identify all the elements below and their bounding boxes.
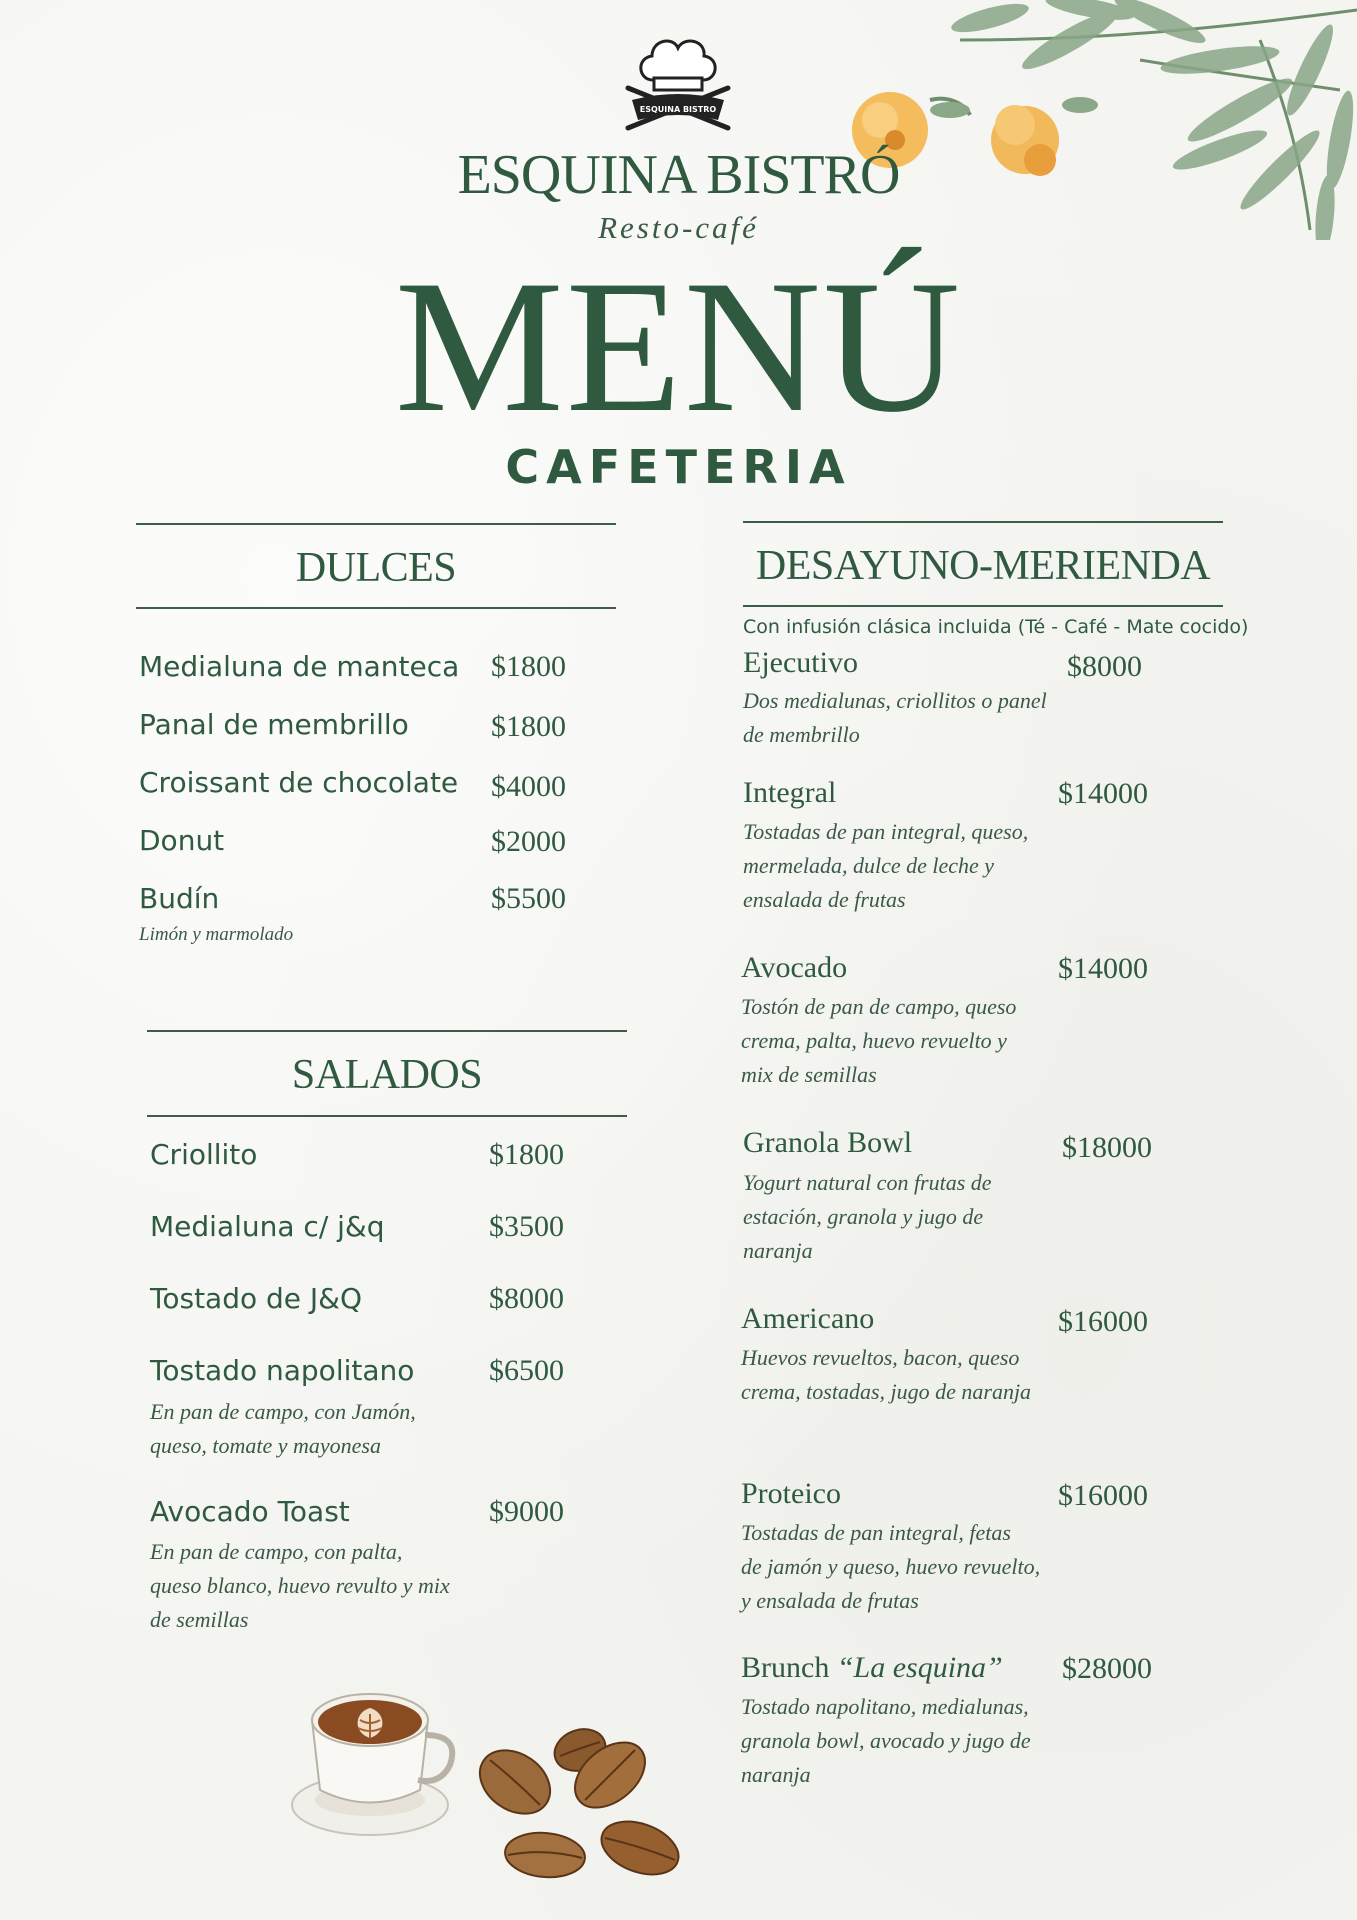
- desayuno-item-desc: [743, 1166, 1073, 1268]
- desc-line: de semillas: [150, 1607, 249, 1632]
- desayuno-note: Con infusión clásica incluida (Té - Café - Mate cocido): [743, 616, 1249, 638]
- desayuno-title: DESAYUNO-MERIENDA: [755, 543, 1211, 589]
- salados-item-name: Medialuna c/ j&q: [150, 1210, 385, 1243]
- desc-line: de jamón y queso, huevo revuelto,: [741, 1554, 1041, 1579]
- desayuno-item-price: $28000: [1062, 1652, 1152, 1685]
- dulces-item-name: Medialuna de manteca: [139, 650, 460, 683]
- desc-line: crema, tostadas, jugo de naranja: [741, 1379, 1032, 1404]
- desayuno-item-price: $16000: [1058, 1479, 1148, 1512]
- desayuno-item-desc: [741, 1690, 1081, 1792]
- salados-item-price: $6500: [489, 1354, 564, 1387]
- tagline: Resto-café: [598, 210, 759, 245]
- desc-line: Dos medialunas, criollitos o panel: [743, 688, 1047, 713]
- salados-item-desc: [150, 1395, 490, 1463]
- desc-line: Huevos revueltos, bacon, queso: [741, 1345, 1020, 1370]
- dulces-item-desc: Limón y marmolado: [139, 924, 294, 945]
- desc-line: mermelada, dulce de leche y: [743, 853, 995, 878]
- menu-subtitle: CAFETERIA: [505, 440, 852, 494]
- dulces-item-price: $4000: [491, 770, 566, 803]
- dulces-title: DULCES: [295, 545, 457, 591]
- desayuno-item-name: Americano: [741, 1302, 875, 1335]
- desc-line: ensalada de frutas: [743, 887, 906, 912]
- desayuno-item-price: $18000: [1062, 1131, 1152, 1164]
- desc-line: naranja: [741, 1762, 811, 1787]
- salados-item-name: Criollito: [150, 1138, 258, 1171]
- dulces-item-price: $5500: [491, 882, 566, 915]
- desayuno-top-rule: [743, 521, 1223, 523]
- desc-line: y ensalada de frutas: [741, 1588, 919, 1613]
- desayuno-bottom-rule: [743, 605, 1223, 607]
- brand-name: ESQUINA BISTRÓ: [457, 144, 900, 206]
- desc-line: mix de semillas: [741, 1062, 877, 1087]
- logo-text: ESQUINA BISTRO: [639, 105, 717, 114]
- coffee-beans-illustration: [470, 1720, 690, 1890]
- desayuno-item-desc: [741, 1516, 1081, 1618]
- dulces-item-price: $2000: [491, 825, 566, 858]
- desc-line: estación, granola y jugo de: [743, 1204, 984, 1229]
- desayuno-item-desc: [743, 815, 1073, 917]
- desc-line: granola bowl, avocado y jugo de: [741, 1728, 1031, 1753]
- desc-line: Tostón de pan de campo, queso: [741, 994, 1017, 1019]
- desc-line: Tostadas de pan integral, fetas: [741, 1520, 1011, 1545]
- dulces-item-name: Budín: [139, 882, 220, 915]
- menu-title: MENÚ: [394, 242, 963, 452]
- brunch-name-prefix: Brunch: [741, 1651, 837, 1684]
- desc-line: queso blanco, huevo revulto y mix: [150, 1573, 450, 1598]
- desc-line: de membrillo: [743, 722, 860, 747]
- desc-line: En pan de campo, con palta,: [150, 1539, 403, 1564]
- desayuno-item-name: Granola Bowl: [743, 1126, 913, 1159]
- desayuno-item-name: [741, 1651, 1003, 1685]
- dulces-item-name: Donut: [139, 824, 225, 857]
- desayuno-item-price: $8000: [1067, 650, 1142, 683]
- dulces-item-price: $1800: [491, 650, 566, 683]
- dulces-bottom-rule: [136, 607, 616, 609]
- salados-top-rule: [147, 1030, 627, 1032]
- desayuno-item-name: Proteico: [741, 1477, 841, 1510]
- salados-title: SALADOS: [291, 1052, 483, 1098]
- desayuno-item-desc: [743, 684, 1073, 752]
- salados-item-price: $9000: [489, 1495, 564, 1528]
- desc-line: Yogurt natural con frutas de: [743, 1170, 992, 1195]
- salados-item-desc: [150, 1535, 510, 1637]
- desc-line: queso, tomate y mayonesa: [150, 1433, 381, 1458]
- chef-hat-logo: [618, 28, 738, 138]
- salados-item-price: $3500: [489, 1210, 564, 1243]
- desc-line: crema, palta, huevo revuelto y: [741, 1028, 1007, 1053]
- brunch-name-quote: “La esquina”: [836, 1651, 1003, 1684]
- desc-line: naranja: [743, 1238, 813, 1263]
- desayuno-item-desc: [741, 990, 1071, 1092]
- desc-line: Tostadas de pan integral, queso,: [743, 819, 1029, 844]
- dulces-item-name: Panal de membrillo: [139, 708, 409, 741]
- dulces-item-price: $1800: [491, 710, 566, 743]
- latte-cup-illustration: [290, 1680, 460, 1850]
- salados-item-price: $8000: [489, 1282, 564, 1315]
- desayuno-item-name: Integral: [743, 776, 837, 809]
- desayuno-item-price: $14000: [1058, 952, 1148, 985]
- desayuno-item-price: $14000: [1058, 777, 1148, 810]
- salados-item-price: $1800: [489, 1138, 564, 1171]
- salados-bottom-rule: [147, 1115, 627, 1117]
- desayuno-item-name: Ejecutivo: [743, 646, 858, 679]
- salados-item-name: Tostado de J&Q: [150, 1282, 363, 1315]
- desc-line: Tostado napolitano, medialunas,: [741, 1694, 1029, 1719]
- desayuno-item-price: $16000: [1058, 1305, 1148, 1338]
- dulces-item-name: Croissant de chocolate: [139, 766, 459, 799]
- dulces-top-rule: [136, 523, 616, 525]
- desayuno-item-name: Avocado: [741, 951, 848, 984]
- salados-item-name: Tostado napolitano: [150, 1354, 415, 1387]
- desc-line: En pan de campo, con Jamón,: [150, 1399, 416, 1424]
- desayuno-item-desc: [741, 1341, 1071, 1409]
- salados-item-name: Avocado Toast: [150, 1495, 350, 1528]
